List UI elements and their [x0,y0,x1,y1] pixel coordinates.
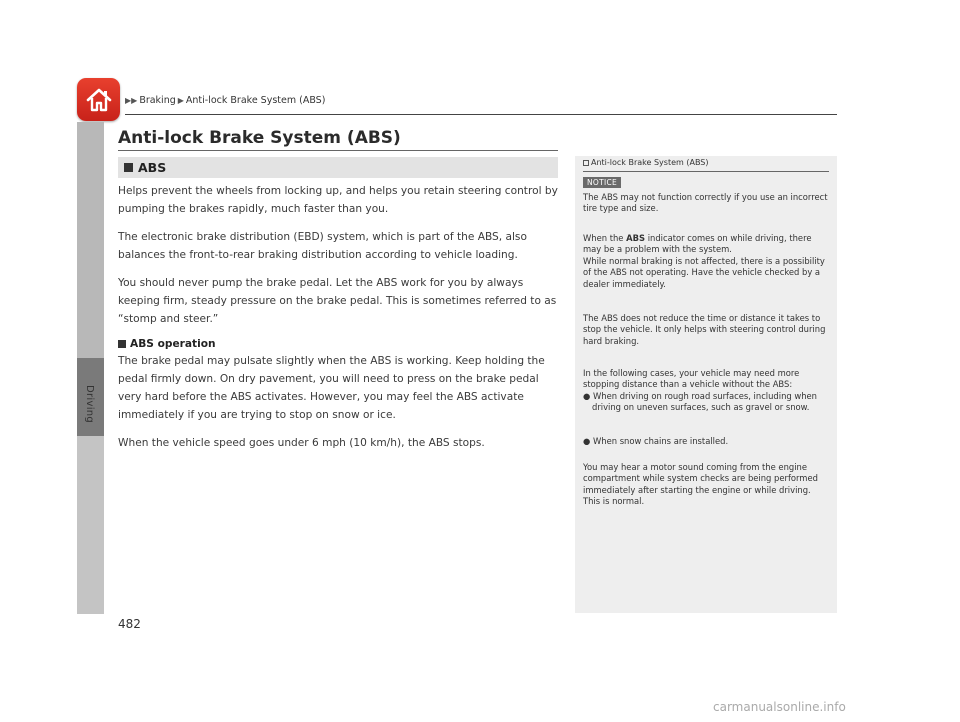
section-title: ABS [138,160,167,175]
breadcrumb [125,95,325,106]
subsection-header [118,338,216,350]
note-text: While normal braking is not affected, there is a possibility of the ABS not operating. Have the vehicle checked by a dealer immediately. [583,256,825,289]
note-indicator-text [583,233,828,256]
note-indicator-post: indicator comes on while driving, there may be a problem with the system. [583,233,812,255]
section-square-icon [124,163,133,172]
note-text: You may hear a motor sound coming from the engine compartment while system checks are being performed immediately after starting the engine or while driving. This is normal. [583,462,818,507]
breadcrumb-item-braking[interactable]: Braking [139,95,176,106]
bullet-icon: ● [583,391,593,401]
breadcrumb-arrow-icon: ▶▶ [125,96,138,105]
home-button[interactable] [77,78,120,121]
note-bullet [583,391,828,414]
note-indicator-pre: When the [583,233,627,243]
page-number: 482 [118,617,141,631]
note-bullet-text: When snow chains are installed. [592,436,729,446]
note-bullet-text: When driving on rough road surfaces, including when driving on uneven surfaces, such as gravel or snow. [592,391,817,413]
page-title: Anti-lock Brake System (ABS) [118,128,401,148]
side-tab-section [77,122,104,358]
note-bullet [583,436,828,447]
section-header [118,157,558,178]
body-paragraph: Helps prevent the wheels from locking up, and helps you retain steering control by pumping the brakes rapidly, much faster than you. [118,185,558,215]
body-paragraph: The electronic brake distribution (EBD) system, which is part of the ABS, also balances the front-to-rear braking distribution according to vehicle loading. [118,231,527,261]
notice-badge: NOTICE [583,177,621,188]
subsection-square-icon [118,340,126,348]
bullet-icon: ● [583,436,593,446]
home-icon [85,86,113,114]
notes-header-text: Anti-lock Brake System (ABS) [591,158,709,167]
watermark: carmanualsonline.info [713,700,846,714]
side-tab-section [77,436,104,614]
header-divider [125,114,837,115]
subsection-title: ABS operation [130,338,216,350]
breadcrumb-arrow-icon: ▶ [177,96,184,105]
abs-indicator-label: ABS [626,233,646,243]
notes-divider [583,171,829,172]
body-paragraph: When the vehicle speed goes under 6 mph (10 km/h), the ABS stops. [118,437,485,449]
side-tab-label: Driving [84,385,95,424]
notice-text: The ABS may not function correctly if you use an incorrect tire type and size. [583,192,828,214]
breadcrumb-item-abs[interactable]: Anti-lock Brake System (ABS) [185,95,326,106]
title-divider [118,150,558,151]
notes-header [583,158,709,167]
note-text: In the following cases, your vehicle may need more stopping distance than a vehicle without the ABS: [583,368,800,390]
reference-box-icon [583,160,589,166]
note-text: The ABS does not reduce the time or distance it takes to stop the vehicle. It only helps with steering control during hard braking. [583,313,826,346]
body-paragraph: The brake pedal may pulsate slightly when the ABS is working. Keep holding the pedal firmly down. On dry pavement, you will need to press on the brake pedal very hard before the ABS activates. However, you may feel the ABS activate immediately if you are trying to stop on snow or ice. [118,355,545,421]
body-paragraph: You should never pump the brake pedal. Let the ABS work for you by always keeping firm, steady pressure on the brake pedal. This is sometimes referred to as “stomp and steer.” [118,277,557,325]
